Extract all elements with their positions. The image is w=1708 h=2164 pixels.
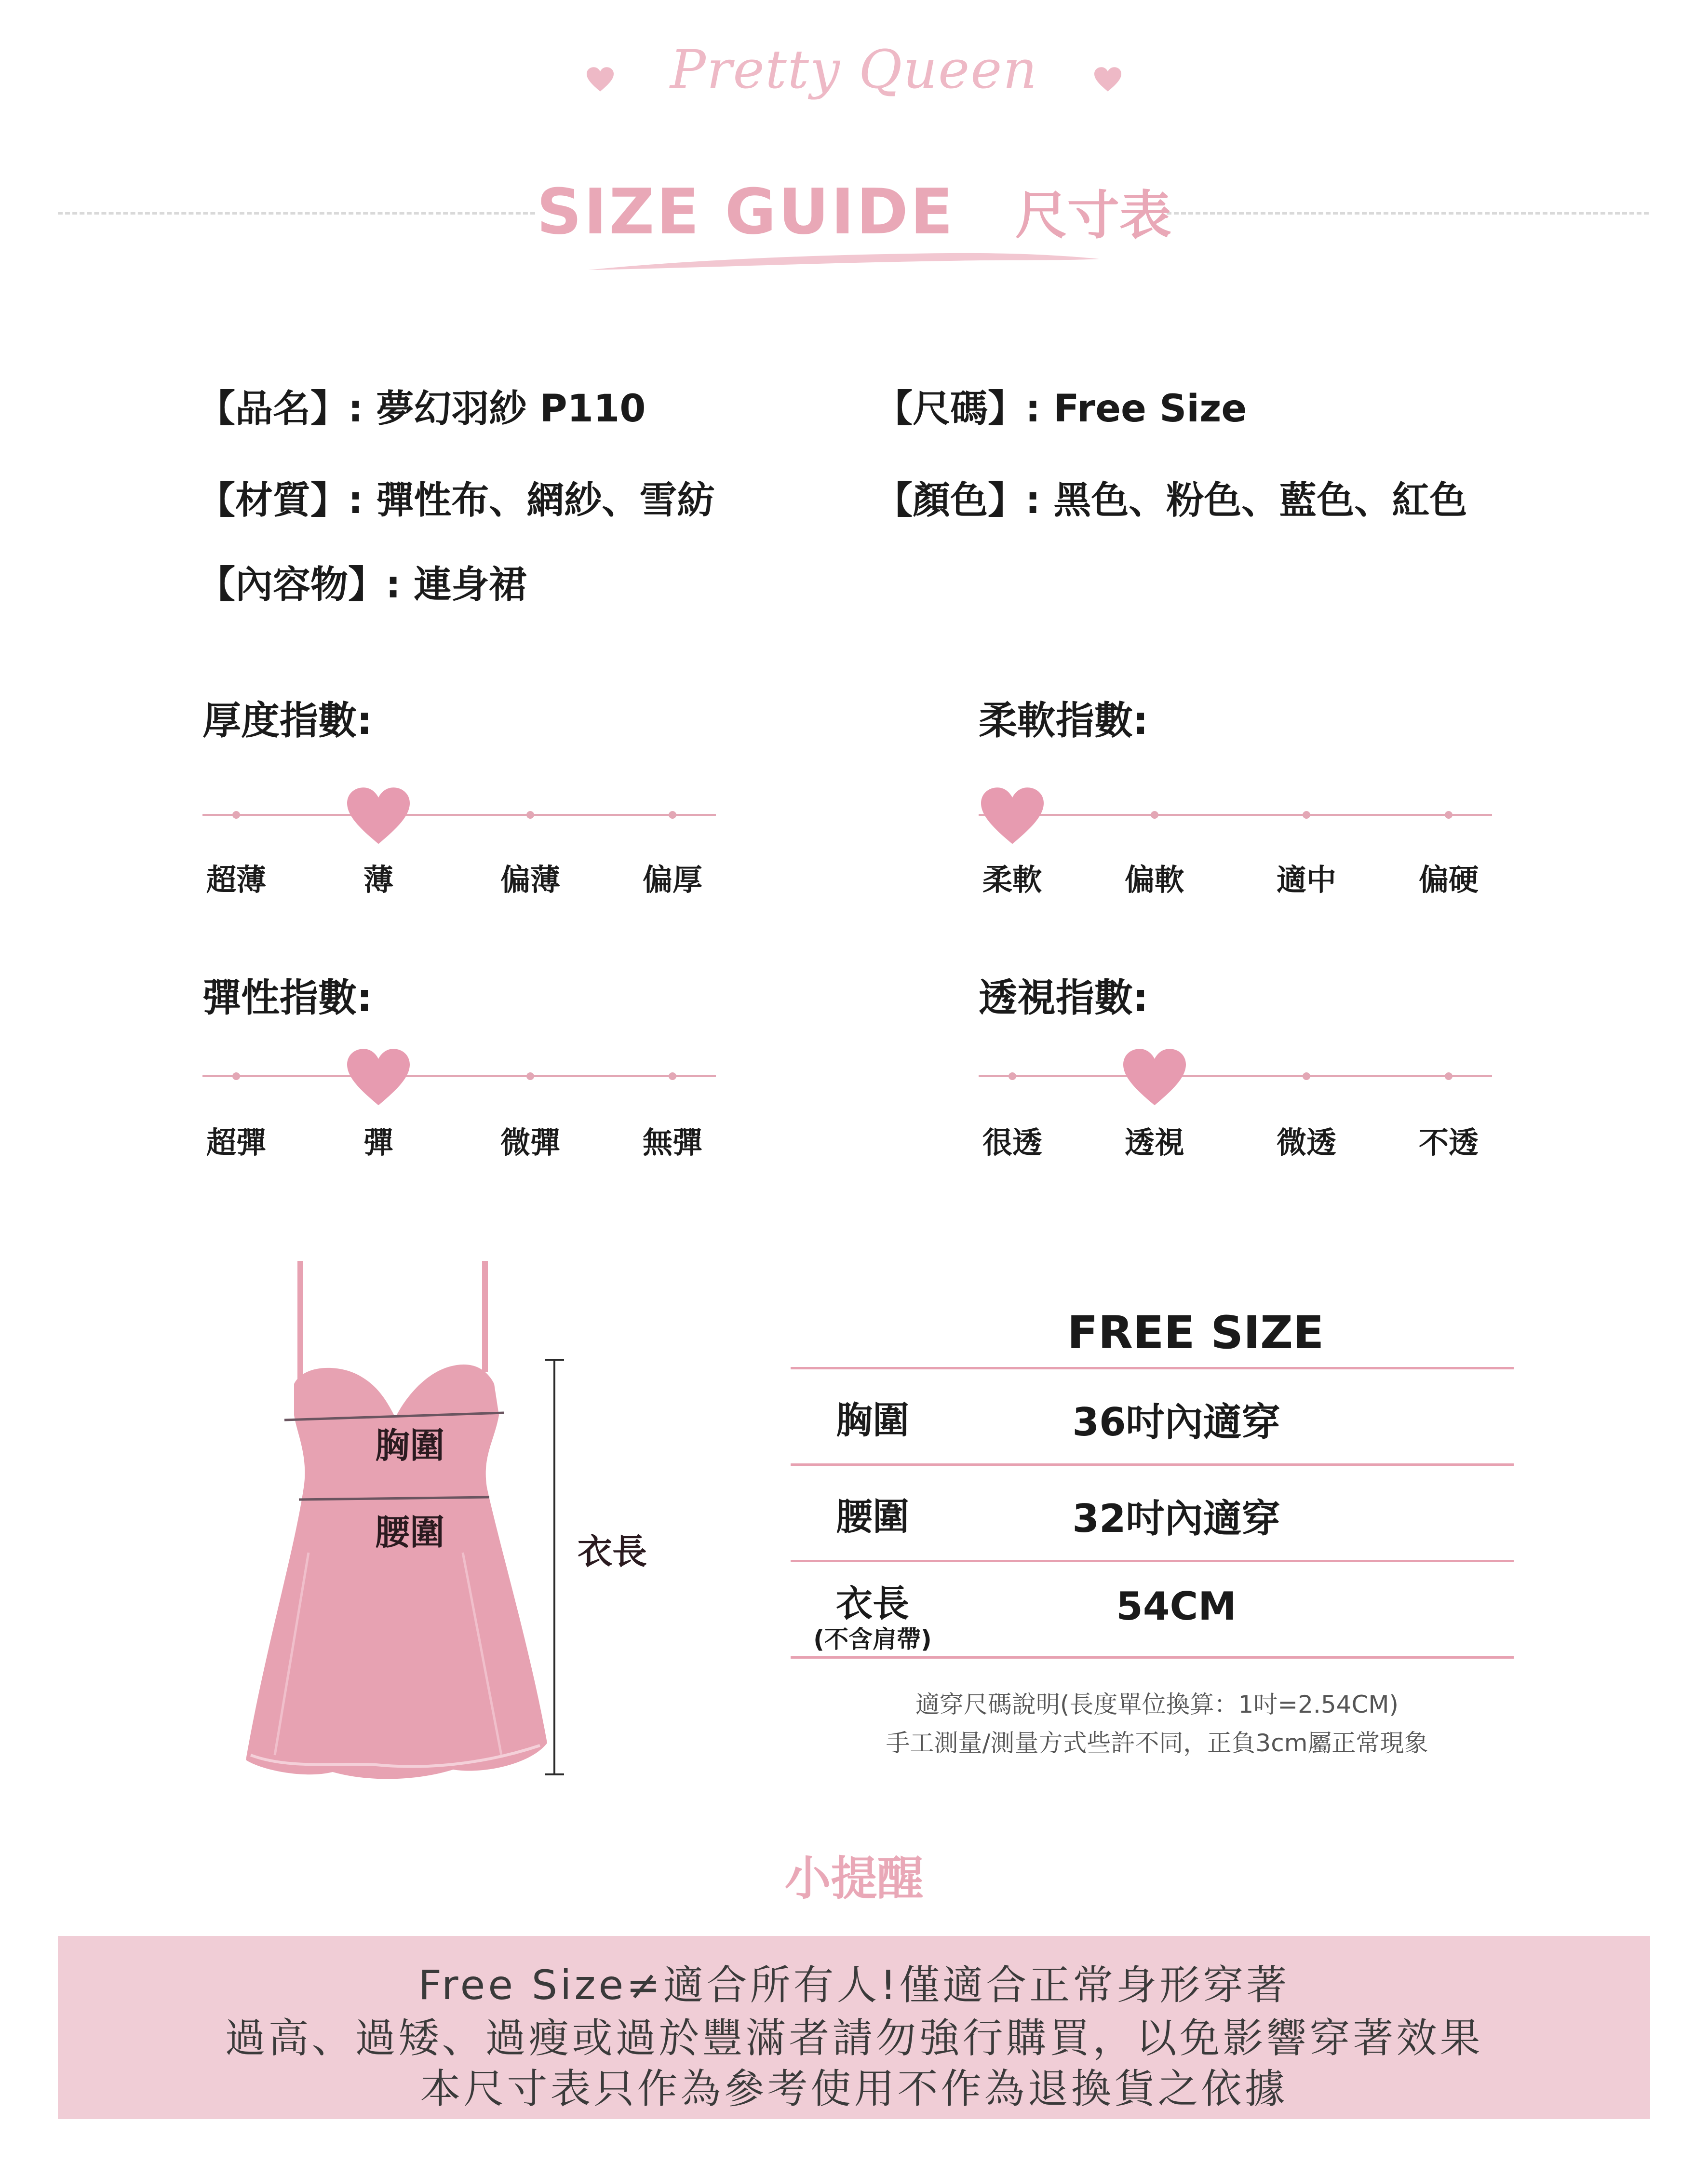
brand-logo	[0, 39, 1708, 105]
index-tick-label: 很透	[982, 1125, 1042, 1160]
index-scale-dot	[1445, 1072, 1452, 1080]
index-tick-label: 薄	[363, 862, 393, 897]
index-scale-dot	[232, 811, 240, 819]
index-tick-label: 偏厚	[642, 862, 702, 897]
index-scale-dot	[1303, 811, 1310, 819]
index-scale-dot	[1445, 811, 1452, 819]
index-title: 柔軟指數:	[979, 698, 1148, 743]
index-tick-label: 透視	[1124, 1125, 1184, 1160]
index-tick-label: 柔軟	[982, 862, 1042, 897]
table-row-label-length: 衣長	[836, 1582, 909, 1625]
reminder-box	[58, 1936, 1650, 2119]
index-scale-dot	[669, 811, 676, 819]
table-header: FREE SIZE	[1067, 1307, 1324, 1359]
heart-marker-icon	[347, 1049, 410, 1107]
page-title	[0, 174, 1708, 248]
index-scale-line	[202, 814, 716, 816]
index-tick-label: 不透	[1418, 1125, 1479, 1160]
dress-label-waist: 腰圍	[375, 1512, 444, 1553]
reminder-line-1: Free Size≠適合所有人!僅適合正常身形穿著	[418, 1961, 1290, 2009]
table-row-value-waist: 32吋內適穿	[1072, 1496, 1280, 1541]
info-name: 【品名】: 夢幻羽紗 P110	[198, 387, 646, 431]
table-row-label-bust: 胸圍	[836, 1399, 909, 1442]
index-tick-label: 彈	[363, 1125, 393, 1160]
heart-icon	[587, 43, 614, 105]
index-tick-label: 超彈	[206, 1125, 266, 1160]
dress-label-length: 衣長	[577, 1531, 647, 1572]
index-tick-label: 微透	[1276, 1125, 1336, 1160]
table-note-1: 適穿尺碼說明(長度單位換算：1吋=2.54CM)	[915, 1691, 1399, 1718]
heart-marker-icon	[347, 787, 410, 845]
table-note-2: 手工測量/測量方式些許不同，正負3cm屬正常現象	[886, 1729, 1428, 1757]
table-row-sublabel-length: (不含肩帶)	[813, 1625, 932, 1653]
index-scale-dot	[232, 1072, 240, 1080]
table-divider	[791, 1367, 1514, 1369]
reminder-line-3: 本尺寸表只作為參考使用不作為退換貨之依據	[420, 2065, 1288, 2112]
heart-marker-icon	[1123, 1049, 1186, 1107]
table-divider	[791, 1463, 1514, 1466]
heart-icon	[1094, 43, 1121, 105]
title-brush-underline	[583, 243, 1104, 277]
title-en: SIZE GUIDE	[537, 175, 955, 248]
index-title: 透視指數:	[979, 975, 1148, 1020]
index-scale-dot	[1009, 1072, 1016, 1080]
info-material: 【材質】: 彈性布、網紗、雪紡	[198, 479, 715, 522]
index-scale-line	[202, 1075, 716, 1077]
brand-name: Pretty Queen	[670, 39, 1038, 100]
index-title: 厚度指數:	[202, 698, 372, 743]
reminder-title: 小提醒	[784, 1852, 924, 1906]
info-contents: 【內容物】: 連身裙	[198, 563, 527, 607]
table-row-value-length: 54CM	[1116, 1584, 1237, 1629]
index-scale-line	[979, 1075, 1492, 1077]
dress-label-bust: 胸圍	[375, 1425, 444, 1466]
table-row-label-waist: 腰圍	[836, 1495, 909, 1538]
index-scale-dot	[526, 811, 534, 819]
index-scale-dot	[1151, 811, 1158, 819]
index-tick-label: 偏硬	[1418, 862, 1479, 897]
index-title: 彈性指數:	[202, 975, 372, 1020]
reminder-line-2: 過高、過矮、過瘦或過於豐滿者請勿強行購買，以免影響穿著效果	[225, 2015, 1483, 2062]
info-size: 【尺碼】: Free Size	[875, 387, 1247, 431]
index-scale-dot	[1303, 1072, 1310, 1080]
table-divider	[791, 1560, 1514, 1562]
index-scale-line	[979, 814, 1492, 816]
table-row-value-bust: 36吋內適穿	[1072, 1400, 1280, 1445]
index-tick-label: 微彈	[500, 1125, 560, 1160]
heart-marker-icon	[981, 787, 1044, 845]
info-color: 【顏色】: 黑色、粉色、藍色、紅色	[875, 479, 1467, 522]
index-tick-label: 適中	[1276, 862, 1336, 897]
index-scale-dot	[526, 1072, 534, 1080]
index-tick-label: 無彈	[642, 1125, 702, 1160]
table-divider	[791, 1656, 1514, 1659]
index-tick-label: 偏軟	[1124, 862, 1184, 897]
index-tick-label: 超薄	[206, 862, 266, 897]
index-tick-label: 偏薄	[500, 862, 560, 897]
title-zh: 尺寸表	[1015, 186, 1171, 246]
index-scale-dot	[669, 1072, 676, 1080]
